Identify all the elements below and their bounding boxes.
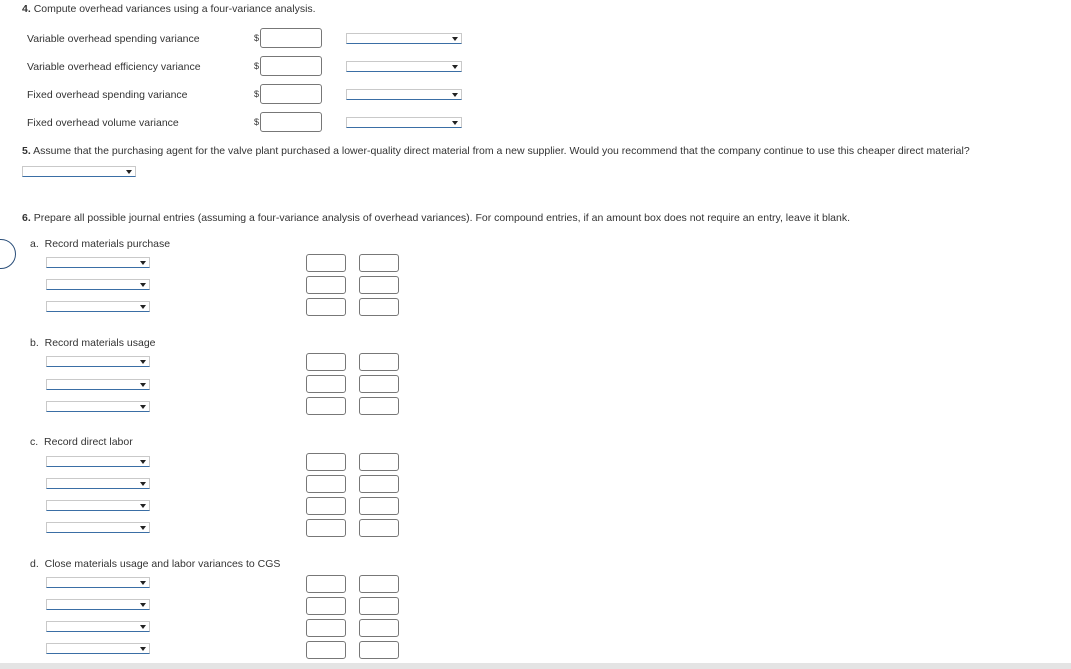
q6-number: 6. <box>22 212 31 224</box>
entry-d-credit-input-3[interactable] <box>359 619 399 637</box>
entry-c-credit-input-3[interactable] <box>359 497 399 515</box>
entry-c-debit-input-3[interactable] <box>306 497 346 515</box>
entry-title: Close materials usage and labor variances to CGS <box>44 558 281 570</box>
entry-b-account-select-3[interactable] <box>46 401 150 412</box>
q4-text: Compute overhead variances using a four-variance analysis. <box>33 3 316 15</box>
vo-efficiency-amount-input[interactable] <box>260 56 322 76</box>
q4-row-label: Fixed overhead volume variance <box>27 117 179 129</box>
q4-number: 4. <box>22 3 31 15</box>
entry-a-account-select-2[interactable] <box>46 279 150 290</box>
entry-d-account-select-3[interactable] <box>46 621 150 632</box>
entry-b-credit-input-2[interactable] <box>359 375 399 393</box>
currency-symbol: $ <box>254 89 260 99</box>
dropdown-arrow-icon <box>452 121 458 125</box>
entry-a-credit-input-2[interactable] <box>359 276 399 294</box>
fo-volume-amount-input[interactable] <box>260 112 322 132</box>
entry-c-account-select-2[interactable] <box>46 478 150 489</box>
dropdown-arrow-icon <box>452 65 458 69</box>
entry-letter: d. <box>30 558 39 570</box>
entry-c-debit-input-4[interactable] <box>306 519 346 537</box>
q6-title <box>22 212 850 224</box>
entry-letter: b. <box>30 337 39 349</box>
dropdown-arrow-icon <box>452 37 458 41</box>
fo-spending-amount-input[interactable] <box>260 84 322 104</box>
entry-c-account-select-3[interactable] <box>46 500 150 511</box>
entry-c-credit-input-1[interactable] <box>359 453 399 471</box>
q4-row-label: Variable overhead spending variance <box>27 33 200 45</box>
dropdown-arrow-icon <box>140 360 146 364</box>
fo-volume-favorability-select[interactable] <box>346 117 462 128</box>
dropdown-arrow-icon <box>140 581 146 585</box>
entry-b-title <box>30 337 156 349</box>
entry-a-debit-input-1[interactable] <box>306 254 346 272</box>
entry-title: Record direct labor <box>44 436 133 448</box>
currency-symbol: $ <box>254 117 260 127</box>
entry-d-debit-input-4[interactable] <box>306 641 346 659</box>
dropdown-arrow-icon <box>140 482 146 486</box>
dropdown-arrow-icon <box>140 283 146 287</box>
dropdown-arrow-icon <box>140 647 146 651</box>
dropdown-arrow-icon <box>140 383 146 387</box>
q5-number: 5. <box>22 145 31 157</box>
horizontal-scrollbar[interactable] <box>0 663 1071 669</box>
entry-d-credit-input-4[interactable] <box>359 641 399 659</box>
dropdown-arrow-icon <box>126 170 132 174</box>
entry-b-credit-input-3[interactable] <box>359 397 399 415</box>
entry-d-title <box>30 558 280 570</box>
entry-b-credit-input-1[interactable] <box>359 353 399 371</box>
entry-d-account-select-2[interactable] <box>46 599 150 610</box>
entry-a-credit-input-3[interactable] <box>359 298 399 316</box>
entry-c-title <box>30 436 133 448</box>
currency-symbol: $ <box>254 61 260 71</box>
entry-b-debit-input-1[interactable] <box>306 353 346 371</box>
entry-b-debit-input-2[interactable] <box>306 375 346 393</box>
dropdown-arrow-icon <box>140 305 146 309</box>
q5-recommendation-select[interactable] <box>22 166 136 177</box>
dropdown-arrow-icon <box>140 405 146 409</box>
entry-b-account-select-2[interactable] <box>46 379 150 390</box>
entry-d-debit-input-2[interactable] <box>306 597 346 615</box>
vo-spending-favorability-select[interactable] <box>346 33 462 44</box>
vo-spending-amount-input[interactable] <box>260 28 322 48</box>
entry-c-credit-input-4[interactable] <box>359 519 399 537</box>
vo-efficiency-favorability-select[interactable] <box>346 61 462 72</box>
entry-d-credit-input-1[interactable] <box>359 575 399 593</box>
entry-a-debit-input-3[interactable] <box>306 298 346 316</box>
entry-letter: a. <box>30 238 39 250</box>
entry-d-credit-input-2[interactable] <box>359 597 399 615</box>
dropdown-arrow-icon <box>140 261 146 265</box>
dropdown-arrow-icon <box>140 625 146 629</box>
q5-text: Assume that the purchasing agent for the valve plant purchased a lower-quality direct material from a new supplier. Would you recommend that the company continue to use this cheaper direct material? <box>33 145 970 157</box>
dropdown-arrow-icon <box>140 526 146 530</box>
entry-a-title <box>30 238 170 250</box>
q4-title <box>22 3 316 15</box>
entry-c-debit-input-1[interactable] <box>306 453 346 471</box>
entry-d-debit-input-3[interactable] <box>306 619 346 637</box>
q4-row-label: Variable overhead efficiency variance <box>27 61 201 73</box>
entry-b-account-select-1[interactable] <box>46 356 150 367</box>
entry-a-account-select-3[interactable] <box>46 301 150 312</box>
entry-b-debit-input-3[interactable] <box>306 397 346 415</box>
dropdown-arrow-icon <box>140 603 146 607</box>
entry-a-account-select-1[interactable] <box>46 257 150 268</box>
entry-a-credit-input-1[interactable] <box>359 254 399 272</box>
entry-c-account-select-4[interactable] <box>46 522 150 533</box>
focus-indicator-circle <box>0 239 16 269</box>
entry-a-debit-input-2[interactable] <box>306 276 346 294</box>
fo-spending-favorability-select[interactable] <box>346 89 462 100</box>
q5-title <box>22 145 970 157</box>
dropdown-arrow-icon <box>452 93 458 97</box>
dropdown-arrow-icon <box>140 460 146 464</box>
q4-row-label: Fixed overhead spending variance <box>27 89 188 101</box>
entry-title: Record materials usage <box>44 337 156 349</box>
entry-d-account-select-4[interactable] <box>46 643 150 654</box>
currency-symbol: $ <box>254 33 260 43</box>
entry-d-account-select-1[interactable] <box>46 577 150 588</box>
entry-title: Record materials purchase <box>44 238 171 250</box>
dropdown-arrow-icon <box>140 504 146 508</box>
entry-letter: c. <box>30 436 39 448</box>
q6-text: Prepare all possible journal entries (assuming a four-variance analysis of overhead variances). For compound entries, if an amount box does not require an entry, leave it blank. <box>33 212 851 224</box>
entry-c-credit-input-2[interactable] <box>359 475 399 493</box>
entry-c-account-select-1[interactable] <box>46 456 150 467</box>
entry-d-debit-input-1[interactable] <box>306 575 346 593</box>
entry-c-debit-input-2[interactable] <box>306 475 346 493</box>
